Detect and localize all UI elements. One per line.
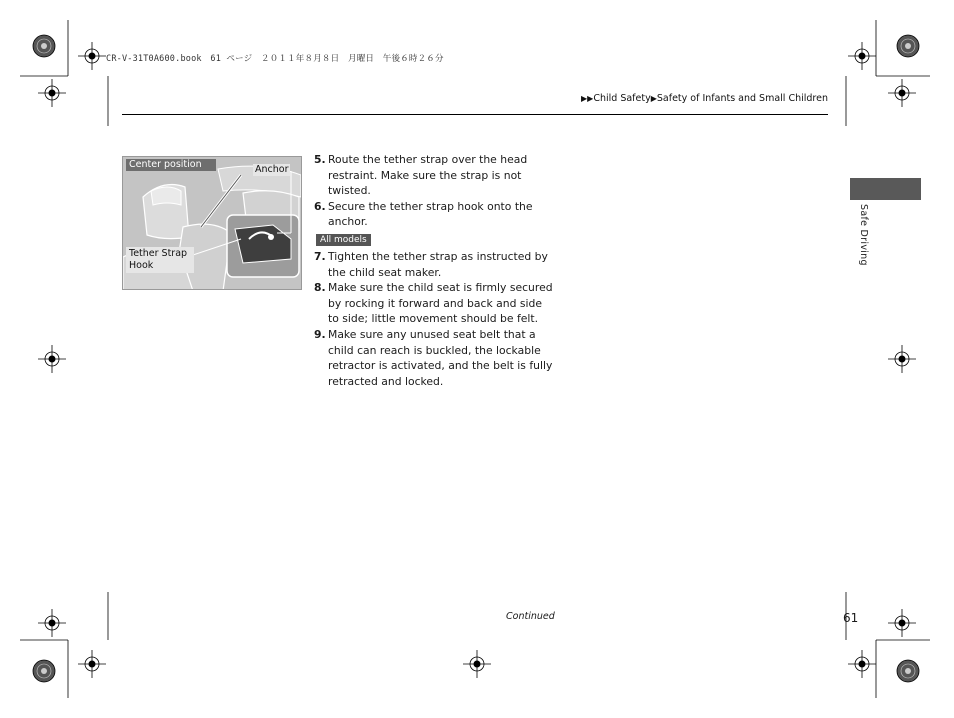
step-number: 6. — [314, 199, 326, 213]
center-position-label: Center position — [126, 159, 216, 171]
instruction-steps — [314, 152, 554, 389]
breadcrumb — [581, 93, 828, 104]
step-9 — [314, 327, 554, 389]
step-number: 9. — [314, 327, 326, 341]
anchor-label: Anchor — [255, 164, 289, 175]
tether-strap-hook-label: Tether Strap Hook — [126, 247, 194, 273]
step-6 — [314, 199, 554, 230]
header-rule — [122, 114, 828, 115]
step-number: 5. — [314, 153, 326, 166]
continued-label: Continued — [506, 611, 555, 622]
breadcrumb-separator: ▶ — [650, 94, 657, 103]
page-number: 61 — [843, 611, 859, 625]
step-text: Tighten the tether strap as instructed by the child seat maker. — [328, 249, 548, 279]
breadcrumb-arrows: ▶▶ — [581, 94, 594, 103]
tether-illustration — [122, 156, 302, 290]
all-models-badge: All models — [316, 234, 371, 246]
step-text: Make sure the child seat is firmly secured by rocking it forward and back and side to side; little movement should be felt. — [328, 281, 553, 326]
breadcrumb-section[interactable]: Child Safety — [593, 93, 651, 104]
step-8 — [314, 280, 554, 327]
step-text: Secure the tether strap hook onto the anchor. — [328, 199, 533, 229]
step-number: 8. — [314, 281, 326, 295]
section-tab[interactable] — [850, 178, 921, 200]
breadcrumb-subsection[interactable]: Safety of Infants and Small Children — [656, 93, 828, 104]
print-header: CR-V-31T0A600.book 61 ページ ２０１１年８月８日 月曜日 午後６時２６分 — [106, 54, 444, 64]
step-number: 7. — [314, 249, 326, 263]
section-tab-label: Safe Driving — [858, 204, 869, 266]
step-5 — [314, 152, 554, 199]
step-text: Route the tether strap over the head restraint. Make sure the strap is not twisted. — [328, 153, 528, 198]
step-text: Make sure any unused seat belt that a child can reach is buckled, the lockable retractor is activated, and the belt is fully retracted and locked. — [328, 327, 553, 388]
step-7 — [314, 249, 554, 280]
